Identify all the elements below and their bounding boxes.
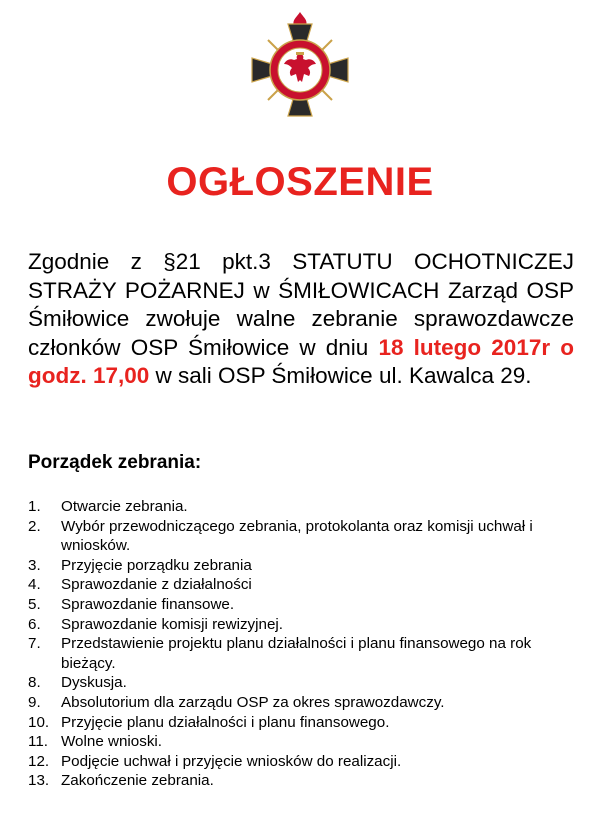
intro-text-part2: w sali OSP Śmiłowice ul. Kawalca 29. xyxy=(149,363,532,389)
agenda-list xyxy=(28,497,573,791)
page-title: OGŁOSZENIE xyxy=(166,160,434,204)
agenda-item-number: 11. xyxy=(28,733,48,751)
osp-emblem-logo xyxy=(248,10,352,130)
agenda-item-number: 1. xyxy=(28,498,41,515)
meeting-date-highlight: 18 lutego 2017r o godz. 17,00 xyxy=(28,334,574,389)
agenda-item-text: Dyskusja. xyxy=(61,674,127,692)
announcement-paragraph xyxy=(28,248,574,391)
agenda-item-text: Podjęcie uchwał i przyjęcie wniosków do realizacji. xyxy=(61,752,402,770)
agenda-heading: Porządek zebrania: xyxy=(28,452,202,473)
agenda-item-text: Sprawozdanie komisji rewizyjnej. xyxy=(61,615,283,633)
agenda-item-text: Zakończenie zebrania. xyxy=(61,772,214,790)
agenda-item-number: 3. xyxy=(28,556,41,574)
agenda-item-number: 2. xyxy=(28,517,41,535)
agenda-item-number: 9. xyxy=(28,693,41,711)
agenda-item xyxy=(28,595,573,615)
agenda-item xyxy=(28,771,573,791)
intro-text-part1: Zgodnie z §21 pkt.3 STATUTU OCHOTNICZEJ STRAŻY POŻARNEJ w ŚMIŁOWICACH Zarząd OSP Śmiłowice zwołuje walne zebranie sprawozdawcze członków OSP Śmiłowice w dniu xyxy=(28,249,574,360)
agenda-item xyxy=(28,752,573,772)
agenda-item xyxy=(28,673,573,693)
osp-emblem-icon xyxy=(248,10,352,130)
agenda-item-text: Przyjęcie planu działalności i planu finansowego. xyxy=(61,713,390,731)
agenda-item-number: 7. xyxy=(28,635,41,653)
agenda-item-number: 6. xyxy=(28,615,41,633)
agenda-item-text: Sprawozdanie z działalności xyxy=(61,576,252,594)
agenda-item-number: 12. xyxy=(28,752,50,770)
agenda-item-number: 5. xyxy=(28,595,41,613)
agenda-item xyxy=(28,497,573,517)
agenda-item xyxy=(28,517,573,556)
agenda-item xyxy=(28,575,573,595)
agenda-item-text: Absolutorium dla zarządu OSP za okres sprawozdawczy. xyxy=(61,693,445,711)
agenda-item xyxy=(28,713,573,733)
agenda-item xyxy=(28,693,573,713)
agenda-item-number: 4. xyxy=(28,576,41,594)
agenda-item-text: Przedstawienie projektu planu działalności i planu finansowego na rok bieżący. xyxy=(61,635,532,672)
agenda-item xyxy=(28,634,573,673)
agenda-item-text: Sprawozdanie finansowe. xyxy=(61,595,235,613)
agenda-item-number: 10. xyxy=(28,713,50,731)
agenda-item-text: Wolne wnioski. xyxy=(61,733,163,751)
agenda-item-text: Wybór przewodniczącego zebrania, protokolanta oraz komisji uchwał i wniosków. xyxy=(61,517,533,555)
agenda-item xyxy=(28,615,573,635)
agenda-item-number: 8. xyxy=(28,674,41,692)
agenda-item-number: 13. xyxy=(28,772,50,790)
agenda-item-text: Przyjęcie porządku zebrania xyxy=(61,556,252,574)
agenda-item-text: Otwarcie zebrania. xyxy=(61,498,188,515)
agenda-item xyxy=(28,556,573,576)
agenda-item xyxy=(28,732,573,752)
